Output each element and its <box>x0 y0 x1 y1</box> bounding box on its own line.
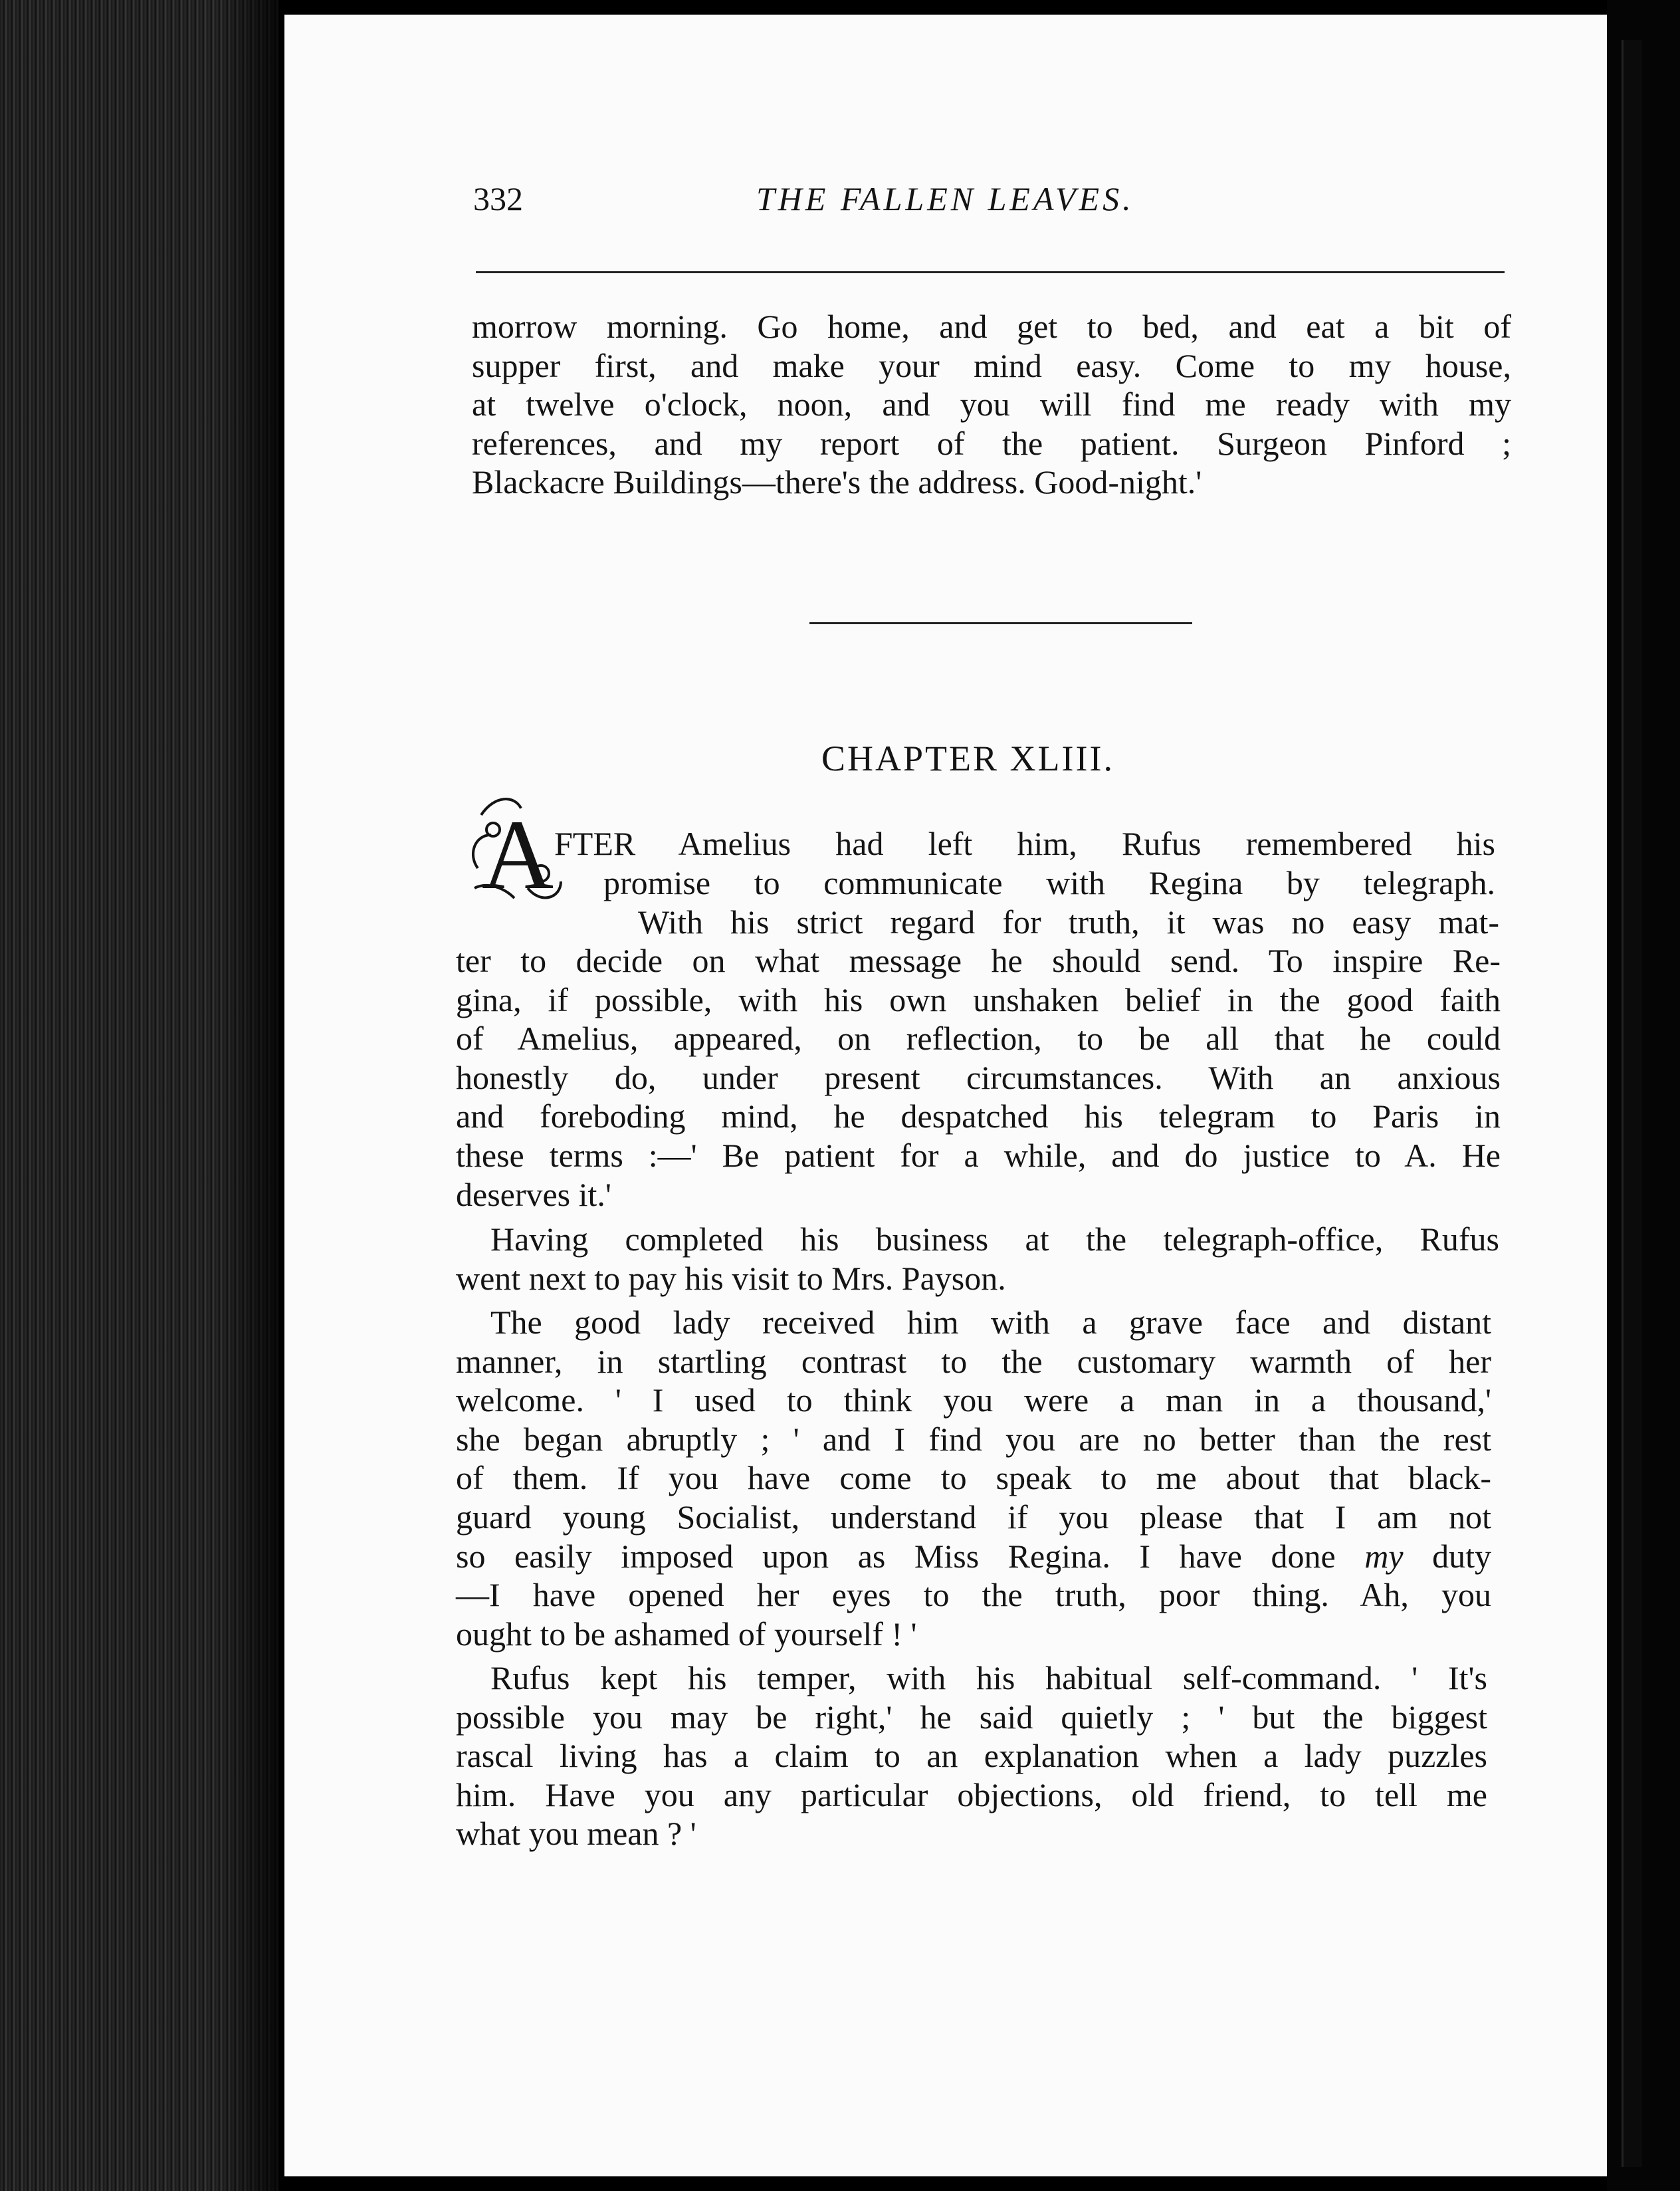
text-line: of Amelius, appeared, on reflection, to be all that he could <box>456 1020 1501 1058</box>
text-line: With his strict regard for truth, it was no easy mat- <box>638 903 1499 941</box>
text-fragment: so easily imposed upon as Miss Regina. I have done <box>456 1537 1365 1575</box>
text-line: rascal living has a claim to an explanation when a lady puzzles <box>456 1737 1487 1775</box>
next-page-edge <box>1622 40 1642 2167</box>
text-line: manner, in startling contrast to the customary warmth of her <box>456 1342 1491 1380</box>
text-line: ter to decide on what message he should send. To inspire Re- <box>456 942 1501 979</box>
text-line: him. Have you any particular objections, old friend, to tell me <box>456 1776 1487 1813</box>
text-line: of them. If you have come to speak to me about that black- <box>456 1459 1491 1497</box>
chapter-indented-line <box>638 903 1499 942</box>
book-edge-shadow <box>219 0 286 2191</box>
text-line: Blackacre Buildings—there's the address. Good-night.' <box>472 463 1202 501</box>
drop-cap-letter: A <box>481 800 554 908</box>
text-line: guard young Socialist, understand if you please that I am not <box>456 1498 1491 1536</box>
text-line: honestly do, under present circumstances. With an anxious <box>456 1058 1501 1096</box>
chapter-title: CHAPTER XLIII. <box>821 739 1114 778</box>
text-line: Rufus kept his temper, with his habitual self-command. ' It's <box>490 1659 1487 1696</box>
text-line: FTER Amelius had left him, Rufus remembered his <box>554 825 1495 862</box>
text-line: ought to be ashamed of yourself ! ' <box>456 1615 917 1653</box>
text-line: gina, if possible, with his own unshaken belief in the good faith <box>456 980 1501 1018</box>
page-number: 332 <box>473 180 523 217</box>
continued-paragraph <box>472 307 1511 502</box>
chapter-divider-rule <box>809 622 1192 624</box>
chapter-paragraph-1 <box>456 941 1501 1214</box>
paragraph-4 <box>456 1659 1487 1853</box>
text-line: what you mean ? ' <box>456 1815 696 1853</box>
chapter-opening-lines <box>554 824 1495 902</box>
text-line-with-emphasis <box>456 1537 1491 1576</box>
text-line: The good lady received him with a grave face and distant <box>490 1304 1491 1341</box>
text-line: promise to communicate with Regina by telegraph. <box>603 864 1495 901</box>
right-gutter <box>1607 0 1680 2191</box>
ornamental-drop-cap <box>468 788 568 908</box>
paragraph-2 <box>456 1220 1499 1298</box>
text-line: Having completed his business at the telegraph-office, Rufus <box>490 1220 1499 1258</box>
text-line: supper first, and make your mind easy. Come to my house, <box>472 346 1511 384</box>
header-rule <box>476 271 1505 273</box>
text-line: welcome. ' I used to think you were a man in a thousand,' <box>456 1381 1491 1419</box>
text-line: and foreboding mind, he despatched his telegram to Paris in <box>456 1097 1501 1135</box>
paragraph-3 <box>456 1303 1491 1653</box>
text-line: morrow morning. Go home, and get to bed, and eat a bit of <box>472 308 1511 345</box>
text-line: references, and my report of the patient. Surgeon Pinford ; <box>472 424 1511 462</box>
running-head: THE FALLEN LEAVES. <box>756 180 1134 217</box>
text-line: deserves it.' <box>456 1175 611 1213</box>
text-line: these terms :—' Be patient for a while, and do justice to A. He <box>456 1136 1501 1174</box>
emphasized-word: my <box>1364 1537 1404 1575</box>
text-fragment: duty <box>1403 1537 1491 1575</box>
text-line: at twelve o'clock, noon, and you will find me ready with my <box>472 386 1511 423</box>
text-line: possible you may be right,' he said quietly ; ' but the biggest <box>456 1698 1487 1736</box>
text-line: went next to pay his visit to Mrs. Payson. <box>456 1259 1006 1297</box>
text-line: —I have opened her eyes to the truth, poor thing. Ah, you <box>456 1576 1491 1614</box>
text-line: she began abruptly ; ' and I find you are no better than the rest <box>456 1420 1491 1458</box>
